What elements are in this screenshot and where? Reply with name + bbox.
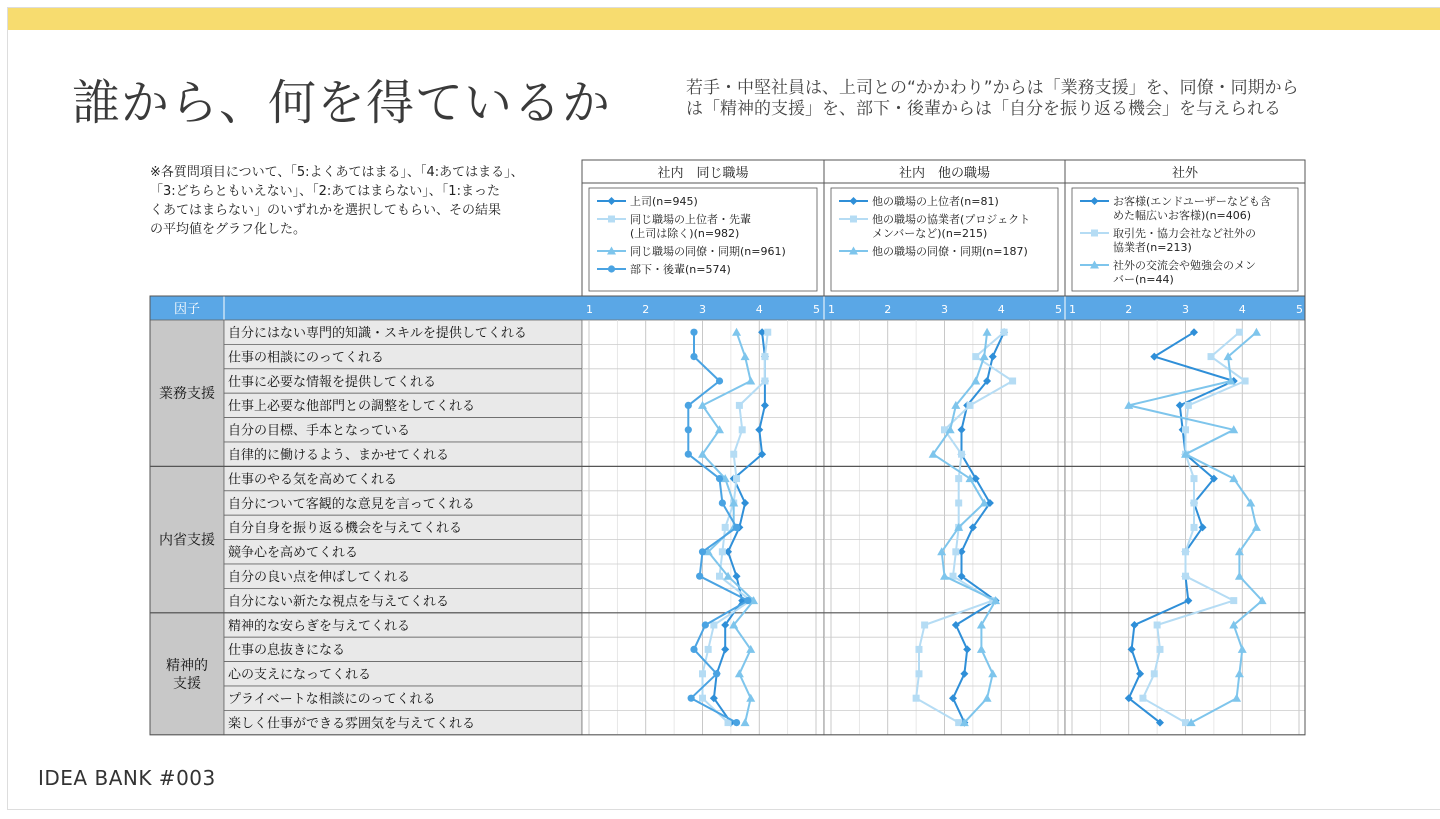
- data-point: [913, 695, 920, 702]
- subtitle-line: は「精神的支援」を、部下・後輩からは「自分を振り返る機会」を与えられる: [686, 99, 1281, 119]
- data-point: [761, 378, 768, 385]
- row-label: 自分の目標、手本となっている: [228, 423, 411, 439]
- x-tick-label: 1: [586, 303, 593, 316]
- x-tick-label: 2: [642, 303, 650, 316]
- x-tick-label: 5: [1296, 303, 1303, 316]
- row-label: 仕事上必要な他部門との調整をしてくれる: [228, 399, 476, 415]
- data-point: [761, 353, 768, 360]
- data-point: [1001, 329, 1008, 336]
- legend-label: 同じ職場の上位者・先輩: [630, 213, 751, 226]
- x-tick-label: 4: [755, 303, 763, 316]
- legend-label: (上司は除く)(n=982): [630, 227, 740, 240]
- row-label: 自分自身を振り返る機会を与えてくれる: [228, 521, 463, 537]
- data-point: [690, 353, 697, 360]
- data-point: [1191, 524, 1198, 531]
- row-label: 心の支えになってくれる: [228, 667, 372, 683]
- row-label: 仕事のやる気を高めてくれる: [228, 472, 398, 488]
- data-point: [1191, 475, 1198, 482]
- data-point: [967, 402, 974, 409]
- legend-label: 部下・後輩(n=574): [630, 263, 731, 276]
- data-point: [705, 646, 712, 653]
- data-point: [733, 475, 740, 482]
- x-tick-label: 5: [813, 303, 820, 316]
- row-label: 自律的に働けるよう、まかせてくれる: [228, 448, 450, 463]
- page-title: 誰から、何を得ているか: [72, 75, 612, 131]
- data-point: [1191, 500, 1198, 507]
- legend-label: めた幅広いお客様)(n=406): [1113, 209, 1252, 222]
- row-label: 自分にない新たな視点を与えてくれる: [228, 594, 450, 610]
- x-tick-label: 2: [1125, 303, 1133, 316]
- note-line: 「3:どちらともいえない」、「2:あてはまらない」、「1:まった: [150, 184, 500, 199]
- data-point: [1185, 402, 1192, 409]
- group-label: 業務支援: [159, 386, 215, 403]
- data-point: [716, 573, 723, 580]
- data-point: [1151, 670, 1158, 677]
- data-point: [719, 499, 726, 506]
- group-label: 内省支援: [159, 532, 215, 549]
- row-label: 仕事の息抜きになる: [228, 643, 346, 659]
- data-point: [1182, 548, 1189, 555]
- data-point: [1208, 353, 1215, 360]
- panel-title: 社内 同じ職場: [657, 166, 749, 181]
- x-tick-label: 4: [997, 303, 1005, 316]
- x-tick-label: 4: [1238, 303, 1246, 316]
- data-point: [688, 695, 695, 702]
- legend-label: バー(n=44): [1113, 273, 1174, 286]
- data-point: [955, 475, 962, 482]
- x-tick-label: 3: [941, 303, 948, 316]
- x-tick-label: 3: [699, 303, 706, 316]
- x-tick-label: 2: [884, 303, 892, 316]
- data-point: [699, 670, 706, 677]
- data-point: [719, 548, 726, 555]
- legend-label: 同じ職場の同僚・同期(n=961): [630, 245, 786, 258]
- legend-label: メンバーなど)(n=215): [872, 227, 988, 240]
- data-point: [736, 402, 743, 409]
- note-line: くあてはまらない」のいずれかを選択してもらい、その結果: [150, 203, 502, 218]
- data-point: [1236, 329, 1243, 336]
- data-point: [744, 597, 751, 604]
- panel-title: 社外: [1171, 166, 1199, 181]
- legend-label: 他の職場の協業者(プロジェクト: [872, 213, 1031, 226]
- row-label: 精神的な安らぎを与えてくれる: [228, 618, 411, 634]
- legend-label: お客様(エンドユーザーなども含: [1113, 195, 1271, 208]
- row-label: 競争心を高めてくれる: [228, 545, 359, 561]
- row-label: 自分について客観的な意見を言ってくれる: [228, 496, 475, 512]
- data-point: [921, 622, 928, 629]
- data-point: [696, 573, 703, 580]
- x-tick-label: 1: [828, 303, 835, 316]
- data-point: [685, 451, 692, 458]
- legend-label: 上司(n=945): [630, 195, 698, 208]
- legend-label: 協業者(n=213): [1113, 241, 1192, 254]
- legend-label: 他の職場の上位者(n=81): [872, 195, 999, 208]
- panel-title: 社内 他の職場: [898, 166, 991, 181]
- data-point: [733, 719, 740, 726]
- factor-header: 因子: [173, 302, 201, 317]
- data-point: [915, 670, 922, 677]
- row-label: プライベートな相談にのってくれる: [228, 692, 436, 707]
- legend-label: 他の職場の同僚・同期(n=187): [872, 245, 1028, 258]
- data-point: [915, 646, 922, 653]
- legend-label: 取引先・協力会社など社外の: [1113, 227, 1256, 240]
- row-label: 自分の良い点を伸ばしてくれる: [228, 570, 411, 585]
- data-point: [1154, 622, 1161, 629]
- data-point: [1009, 378, 1016, 385]
- data-point: [1182, 573, 1189, 580]
- subtitle-line: 若手・中堅社員は、上司との“かかわり”からは「業務支援」を、同僚・同期から: [686, 78, 1299, 98]
- data-point: [1182, 426, 1189, 433]
- plot-area: [1065, 320, 1305, 735]
- row-label: 楽しく仕事ができる雰囲気を与えてくれる: [228, 716, 476, 732]
- data-point: [713, 670, 720, 677]
- data-point: [730, 451, 737, 458]
- note-line: の平均値をグラフ化した。: [150, 222, 307, 237]
- data-point: [955, 500, 962, 507]
- data-point: [764, 329, 771, 336]
- data-point: [685, 402, 692, 409]
- data-point: [952, 548, 959, 555]
- data-point: [1139, 695, 1146, 702]
- data-point: [1156, 646, 1163, 653]
- x-tick-label: 5: [1055, 303, 1062, 316]
- data-point: [958, 451, 965, 458]
- data-point: [699, 695, 706, 702]
- group-label: 精神的: [166, 657, 208, 674]
- x-tick-label: 1: [1069, 303, 1076, 316]
- data-point: [685, 426, 692, 433]
- row-label: 仕事に必要な情報を提供してくれる: [228, 374, 437, 390]
- group-label: 支援: [173, 675, 201, 692]
- legend-label: 社外の交流会や勉強会のメン: [1113, 259, 1256, 272]
- row-label: 仕事の相談にのってくれる: [228, 350, 384, 366]
- data-point: [972, 353, 979, 360]
- data-point: [733, 524, 740, 531]
- data-point: [716, 475, 723, 482]
- data-point: [690, 646, 697, 653]
- row-label: 自分にはない専門的知識・スキルを提供してくれる: [228, 326, 527, 341]
- data-point: [1242, 378, 1249, 385]
- x-tick-label: 3: [1182, 303, 1189, 316]
- legend-marker: [1091, 230, 1098, 237]
- data-point: [699, 548, 706, 555]
- legend-marker: [850, 216, 857, 223]
- legend-marker: [608, 265, 615, 272]
- legend-marker: [608, 216, 615, 223]
- note-line: ※各質問項目について、「5:よくあてはまる」、「4:あてはまる」、: [150, 165, 524, 180]
- data-point: [722, 524, 729, 531]
- data-point: [702, 621, 709, 628]
- data-point: [716, 377, 723, 384]
- data-point: [690, 329, 697, 336]
- data-point: [739, 426, 746, 433]
- data-point: [1230, 597, 1237, 604]
- footer-label: IDEA BANK #003: [38, 766, 216, 790]
